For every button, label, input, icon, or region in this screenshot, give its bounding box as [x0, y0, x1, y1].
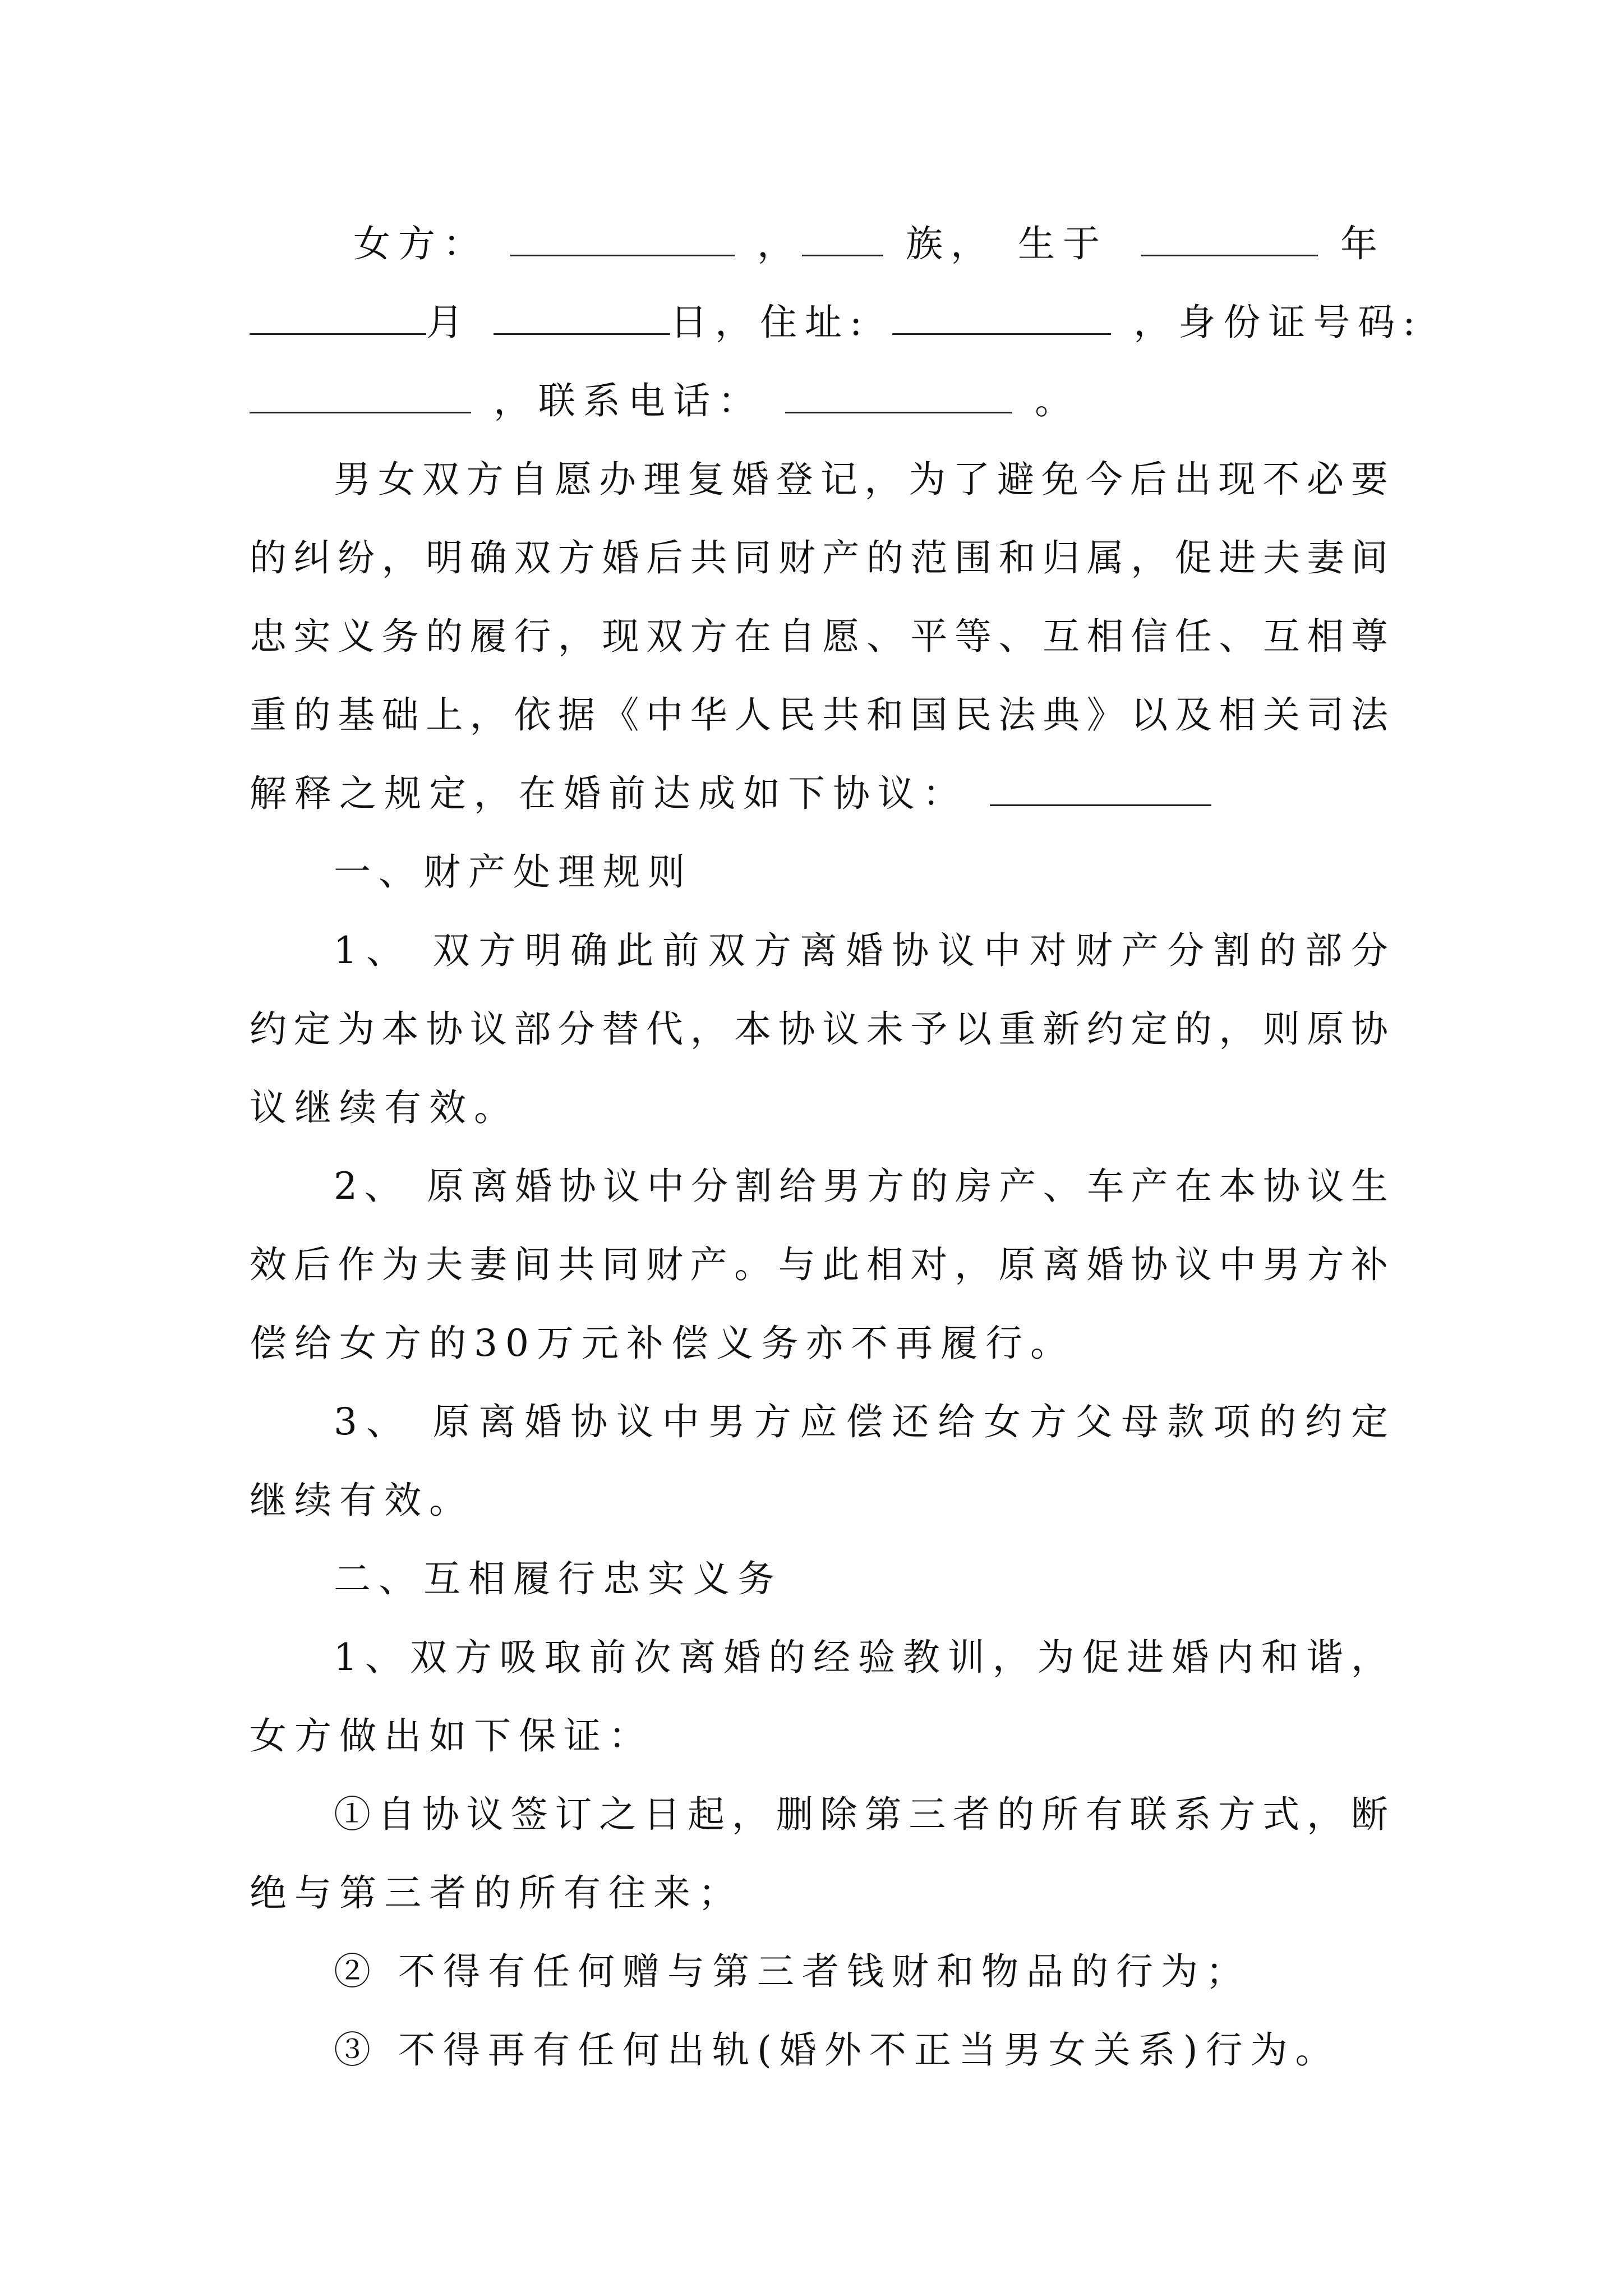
intro-line-5-text: 解释之规定，在婚前达成如下协议：	[250, 772, 967, 815]
s2-item1-line1: 1、双方吸取前次离婚的经验教训，为促进婚内和谐，	[334, 1636, 1388, 1679]
phone-blank[interactable]	[785, 375, 1012, 413]
pledge1-line2: 绝与第三者的所有往来；	[250, 1871, 743, 1915]
day-address-label: 日，住址:	[670, 301, 870, 344]
intro-line-3: 忠实义务的履行，现双方在自愿、平等、互相信任、互相尊	[250, 615, 1388, 658]
month-label: 月	[426, 301, 471, 344]
birth-year-blank[interactable]	[1141, 218, 1318, 256]
address-blank[interactable]	[892, 296, 1111, 335]
year-label: 年	[1340, 222, 1385, 265]
born-label: 生于	[1018, 222, 1108, 265]
s1-item2-line2: 效后作为夫妻间共同财产。与此相对，原离婚协议中男方补	[250, 1243, 1388, 1286]
party-line-1	[353, 210, 1391, 278]
ethnicity-blank[interactable]	[802, 218, 883, 256]
ethnicity-suffix: 族，	[906, 222, 995, 265]
pledge1-line1: ①自协议签订之日起，删除第三者的所有联系方式，断	[334, 1793, 1388, 1836]
s1-item1-line3: 议继续有效。	[250, 1086, 519, 1129]
id-label: ，身份证号码:	[1133, 301, 1423, 344]
birth-month-blank[interactable]	[250, 296, 426, 335]
s1-item1-line2: 约定为本协议部分替代，本协议未予以重新约定的，则原协	[250, 1007, 1388, 1051]
s2-item1-line2: 女方做出如下保证：	[250, 1714, 653, 1757]
female-label: 女方：	[353, 222, 488, 265]
intro-line-4: 重的基础上，依据《中华人民共和国民法典》以及相关司法	[250, 693, 1388, 737]
intro-line-1: 男女双方自愿办理复婚登记，为了避免今后出现不必要	[334, 458, 1388, 501]
intro-line-2: 的纠纷，明确双方婚后共同财产的范围和归属，促进夫妻间	[250, 536, 1388, 579]
id-number-blank[interactable]	[250, 375, 471, 413]
s1-item3-line2: 继续有效。	[250, 1479, 474, 1522]
comma: ，	[757, 222, 802, 265]
section2-heading: 二、互相履行忠实义务	[334, 1557, 782, 1600]
s1-item1-line1: 1、 双方明确此前双方离婚协议中对财产分割的部分	[334, 929, 1388, 972]
party-line-3	[250, 367, 1388, 435]
section1-heading: 一、财产处理规则	[334, 850, 693, 894]
period: 。	[1035, 379, 1080, 422]
s1-item3-line1: 3、 原离婚协议中男方应偿还给女方父母款项的约定	[334, 1400, 1388, 1443]
name-blank[interactable]	[510, 218, 735, 256]
birth-day-blank[interactable]	[494, 296, 670, 335]
party-line-2	[250, 289, 1423, 356]
agreement-blank[interactable]	[990, 767, 1211, 806]
s1-item2-line3: 偿给女方的30万元补偿义务亦不再履行。	[250, 1322, 1075, 1365]
s1-item2-line1: 2、 原离婚协议中分割给男方的房产、车产在本协议生	[334, 1165, 1388, 1208]
phone-label: ，联系电话：	[494, 379, 763, 422]
pledge2-line: ② 不得有任何赠与第三者钱财和物品的行为；	[334, 1950, 1251, 1993]
intro-line-5	[250, 760, 1388, 827]
pledge3-line: ③ 不得再有任何出轨(婚外不正当男女关系)行为。	[334, 2028, 1340, 2072]
